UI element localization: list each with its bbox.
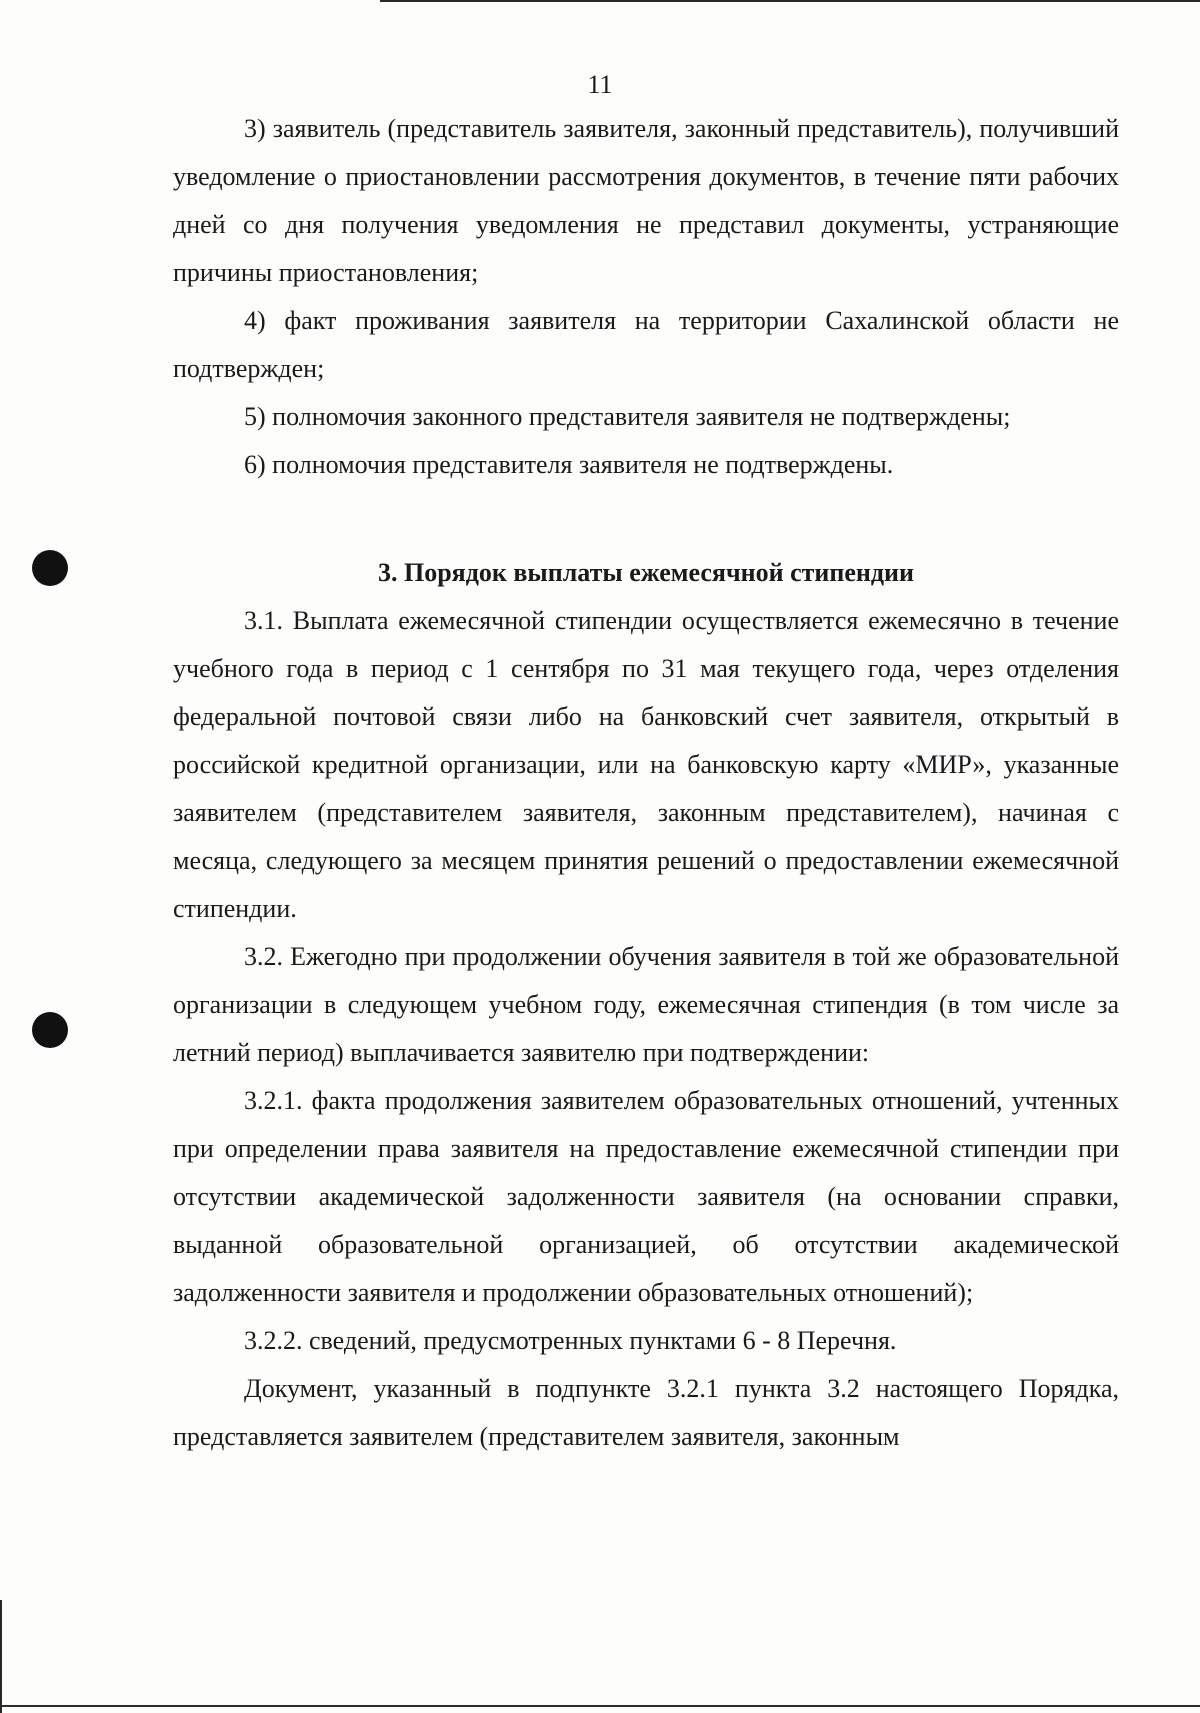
section-gap: [173, 489, 1119, 549]
paragraph-item-3: 3) заявитель (представитель заявителя, законный представитель), получивший уведомление о приостановлении рассмотрения документов, в течение пяти рабочих дней со дня получения уведомления не представил документы, устраняющие причины приостановления;: [173, 114, 1119, 287]
section-title: 3. Порядок выплаты ежемесячной стипендии: [378, 558, 914, 587]
punch-hole-top: [32, 550, 68, 586]
paragraph-3-2-2: 3.2.2. сведений, предусмотренных пунктами 6 - 8 Перечня.: [244, 1326, 897, 1355]
paragraph-3-1: 3.1. Выплата ежемесячной стипендии осуществляется ежемесячно в течение учебного года в период с 1 сентября по 31 мая текущего года, через отделения федеральной почтовой связи либо на банковский счет заявителя, открытый в российской кредитной организации, или на банковскую карту «МИР», указанные заявителем (представителем заявителя, законным представителем), начиная с месяца, следующего за месяцем принятия решений о предоставлении ежемесячной стипендии.: [173, 606, 1119, 923]
paragraph-3-2-1: 3.2.1. факта продолжения заявителем образовательных отношений, учтенных при определении права заявителя на предоставление ежемесячной стипендии при отсутствии академической задолженности заявителя (на основании справки, выданной образовательной организацией, об отсутствии академической задолженности заявителя и продолжении образовательных отношений);: [173, 1086, 1119, 1307]
paragraph-3-2: 3.2. Ежегодно при продолжении обучения заявителя в той же образовательной организации в следующем учебном году, ежемесячная стипендия (в том числе за летний период) выплачивается заявителю при подтверждении:: [173, 942, 1119, 1067]
page-number: 11: [587, 70, 613, 99]
paragraph-item-4: 4) факт проживания заявителя на территории Сахалинской области не подтвержден;: [173, 306, 1119, 383]
scan-edge-left: [0, 1600, 2, 1713]
paragraph-document: Документ, указанный в подпункте 3.2.1 пункта 3.2 настоящего Порядка, представляется заявителем (представителем заявителя, законным: [173, 1374, 1119, 1451]
document-body: [173, 105, 1119, 1461]
scan-edge-top: [380, 0, 1200, 2]
scan-edge-bottom: [0, 1705, 1200, 1707]
paragraph-item-5: 5) полномочия законного представителя заявителя не подтверждены;: [244, 402, 1011, 431]
paragraph-item-6: 6) полномочия представителя заявителя не подтверждены.: [244, 450, 894, 479]
punch-hole-bottom: [32, 1012, 68, 1048]
